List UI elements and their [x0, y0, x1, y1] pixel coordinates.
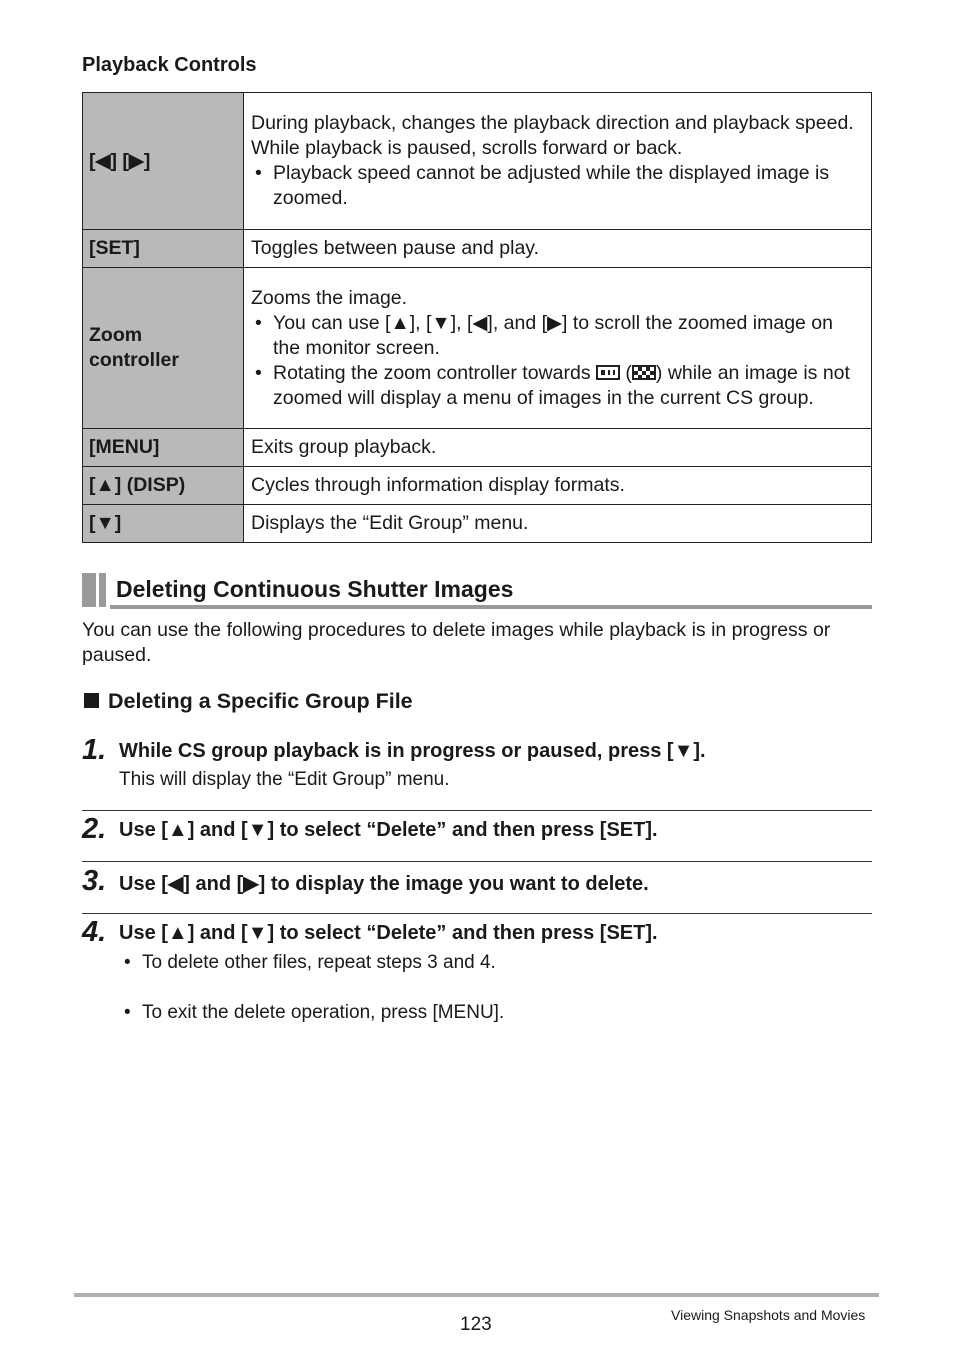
section-title: Deleting Continuous Shutter Images	[116, 576, 514, 602]
key-cell: [◀] [▶]	[83, 93, 244, 230]
divider	[82, 913, 872, 914]
bullet-item: • Playback speed cannot be adjusted while the displayed image is zoomed.	[251, 161, 863, 211]
desc-cell	[244, 429, 872, 467]
table-row	[83, 467, 872, 505]
step-number: 3.	[82, 865, 107, 897]
table-row	[83, 230, 872, 268]
bullet-text: Rotating the zoom controller towards	[273, 361, 591, 384]
desc-line: Toggles between pause and play.	[251, 237, 540, 259]
table-row	[83, 505, 872, 543]
bullet-item: • To exit the delete operation, press [MENU].	[120, 1000, 954, 1025]
heading-bar	[82, 573, 96, 607]
desc-line: Cycles through information display formats.	[251, 474, 625, 496]
heading-bar	[99, 573, 106, 607]
divider	[82, 810, 872, 811]
page-number: 123	[460, 1314, 492, 1335]
step-text: While CS group playback is in progress or paused, press [▼].	[119, 740, 706, 762]
key-cell: [SET]	[83, 230, 244, 268]
key-cell: Zoom controller	[83, 268, 244, 429]
chapter-label: Viewing Snapshots and Movies	[671, 1307, 866, 1323]
wide-angle-zoom-icon	[596, 365, 620, 380]
key-cell: [MENU]	[83, 429, 244, 467]
table-row	[83, 93, 872, 230]
section-heading	[82, 571, 872, 611]
bullet-item	[251, 361, 863, 411]
desc-cell	[244, 93, 872, 230]
step-text: Use [▲] and [▼] to select “Delete” and then press [SET].	[119, 922, 658, 944]
bullet-item: • You can use [▲], [▼], [◀], and [▶] to scroll the zoomed image on the monitor screen.	[251, 311, 863, 361]
step-number: 1.	[82, 734, 107, 766]
square-bullet-icon	[84, 693, 99, 708]
desc-cell	[244, 467, 872, 505]
heading-rule	[110, 605, 872, 609]
desc-line: Displays the “Edit Group” menu.	[251, 512, 529, 534]
desc-line: While playback is paused, scrolls forward or back.	[251, 137, 683, 159]
table-row	[83, 429, 872, 467]
desc-line: Exits group playback.	[251, 436, 437, 458]
step-text: Use [◀] and [▶] to display the image you want to delete.	[119, 873, 649, 895]
footer-rule	[74, 1293, 879, 1297]
desc-cell	[244, 268, 872, 429]
key-cell: [▼]	[83, 505, 244, 543]
playback-controls-table	[82, 92, 872, 543]
table-row	[83, 268, 872, 429]
grid-view-icon	[632, 365, 656, 380]
bullet-item: • To delete other files, repeat steps 3 and 4.	[120, 950, 954, 975]
key-cell: [▲] (DISP)	[83, 467, 244, 505]
bullet-text: (	[625, 361, 632, 384]
intro-paragraph: You can use the following procedures to delete images while playback is in progress or paused.	[82, 619, 831, 666]
desc-cell	[244, 230, 872, 268]
divider	[82, 861, 872, 862]
bullet-text: ) while an image is not zoomed will display a menu of images in the current CS group.	[273, 361, 850, 409]
desc-cell	[244, 505, 872, 543]
subheading-text: Deleting a Specific Group File	[108, 689, 413, 713]
desc-line: During playback, changes the playback direction and playback speed.	[251, 112, 854, 134]
step-number: 4.	[82, 916, 107, 948]
step-text: Use [▲] and [▼] to select “Delete” and then press [SET].	[119, 819, 658, 841]
step-number: 2.	[82, 813, 107, 845]
subheading	[82, 689, 413, 714]
step-note: This will display the “Edit Group” menu.	[119, 769, 450, 790]
desc-line: Zooms the image.	[251, 286, 408, 309]
table-title: Playback Controls	[82, 54, 257, 76]
